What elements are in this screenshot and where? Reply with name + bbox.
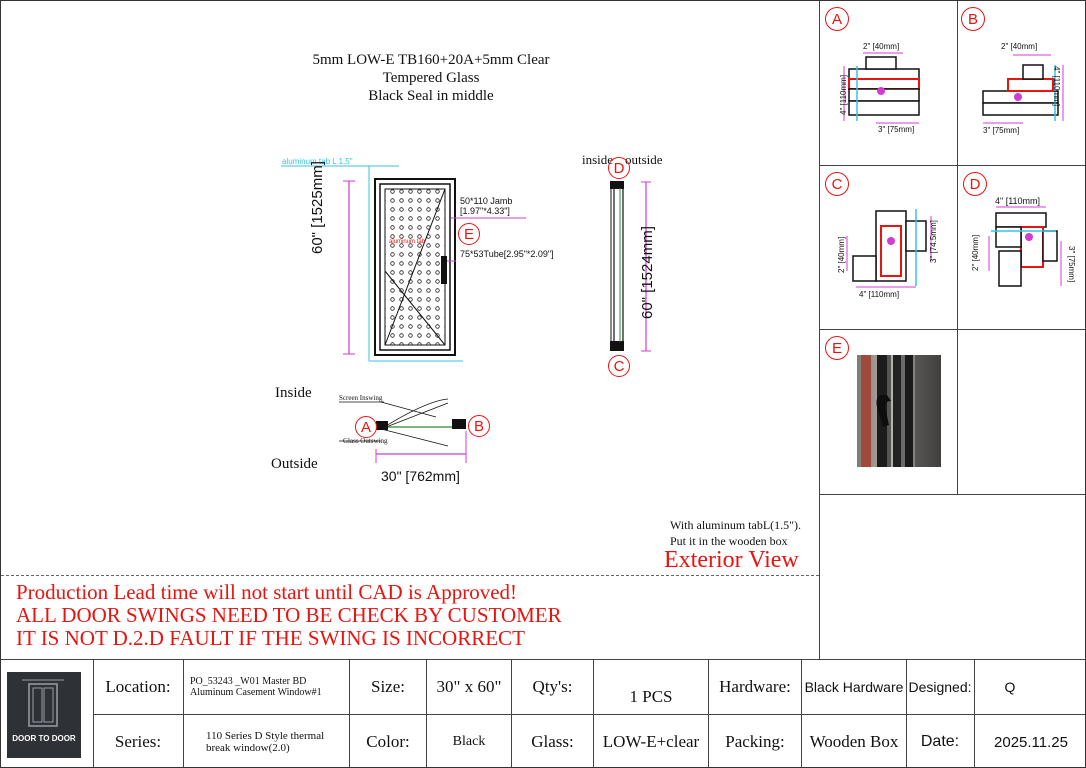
hardware-value: Black Hardware	[804, 679, 904, 695]
divider-detail-row2	[819, 329, 1086, 330]
detail-b-marker: B	[961, 7, 985, 31]
detail-d-top-dim: 4" [110mm]	[995, 196, 1041, 206]
designed-value: Q	[1004, 679, 1016, 695]
detail-a-bottom-dim: 3" [75mm]	[878, 125, 915, 134]
detail-c-left-dim: 2" [40mm]	[837, 236, 846, 273]
hardware-photo	[857, 355, 941, 467]
warning-line: IT IS NOT D.2.D FAULT IF THE SWING IS INCORRECT	[16, 626, 525, 650]
packing-label: Packing:	[725, 732, 785, 751]
divider-detail-column	[957, 1, 958, 494]
glass-spec-line2: Tempered Glass	[382, 70, 480, 86]
front-height-dim: 60" [1525mm]	[309, 161, 326, 254]
company-logo	[7, 672, 81, 758]
marker-d: D	[608, 157, 630, 179]
divider-vertical	[819, 1, 820, 659]
tube-label: 75*53Tube[2.95"*2.09"]	[460, 249, 554, 259]
detail-d-right-dim: 3" [75mm]	[1067, 246, 1076, 283]
glass-spec	[241, 51, 621, 105]
glass-spec-line3: Black Seal in middle	[368, 88, 494, 104]
glass-outswing-label: Glass Outswing	[343, 437, 388, 445]
plan-width-dim: 30" [762mm]	[381, 468, 460, 484]
warning-block	[16, 581, 562, 650]
series-value: 110 Series D Style thermal break window(2.0)	[206, 730, 325, 754]
location-value: PO_53243 _W01 Master BD Aluminum Casement Window#1	[190, 676, 322, 698]
tab-note: aluminum tab L 1.5"	[282, 157, 353, 166]
warning-line: ALL DOOR SWINGS NEED TO BE CHECK BY CUSTOMER	[16, 603, 562, 627]
side-inside-label: inside	[582, 152, 614, 167]
jamb-callout	[460, 196, 512, 216]
detail-d-left-dim: 2" [40mm]	[971, 234, 980, 271]
detail-b-bottom-dim: 3" [75mm]	[983, 126, 1020, 135]
detail-d-section	[981, 201, 1081, 296]
detail-c-right-dim: 3" [74.5mm]	[929, 220, 938, 263]
logo-text: DOOR TO DOOR	[12, 734, 76, 743]
detail-a-side-dim: 4" [110mm]	[839, 74, 848, 115]
qty-label: Qty's:	[532, 677, 573, 696]
color-value: Black	[452, 734, 486, 749]
glass-label: Glass:	[531, 732, 574, 751]
warning-line: Production Lead time will not start until CAD is Approved!	[16, 580, 518, 604]
detail-e-marker: E	[825, 336, 849, 360]
side-height-dim: 60" [1524mm]	[639, 226, 656, 319]
svg-text:aluminum tab: aluminum tab	[389, 239, 426, 245]
plan-marker-a: A	[355, 416, 377, 438]
designed-label: Designed:	[908, 679, 972, 695]
location-label: Location:	[105, 677, 171, 696]
detail-c-bottom-dim: 4" [110mm]	[859, 290, 900, 299]
glass-spec-line1: 5mm LOW-E TB160+20A+5mm Clear	[312, 52, 550, 68]
detail-b-top-dim: 2" [40mm]	[1001, 42, 1038, 51]
size-value: 30" x 60"	[436, 677, 502, 696]
side-section	[601, 176, 671, 361]
note-box: Put it in the wooden box	[670, 534, 788, 548]
color-label: Color:	[366, 732, 410, 751]
series-label: Series:	[114, 732, 162, 751]
view-title: Exterior View	[664, 547, 799, 573]
marker-c: C	[608, 355, 630, 377]
detail-a-marker: A	[825, 7, 849, 31]
screen-inswing-label: Screen Inswing	[339, 394, 383, 402]
detail-a-top-dim: 2" [40mm]	[863, 42, 900, 51]
detail-b-side-dim: 4" [110mm]	[1052, 66, 1061, 107]
divider-dashed	[1, 575, 819, 576]
size-label: Size:	[371, 677, 405, 696]
hardware-label: Hardware:	[719, 677, 791, 696]
packing-value: Wooden Box	[809, 732, 899, 751]
plan-marker-b: B	[468, 415, 490, 437]
door-logo-icon	[7, 672, 81, 732]
detail-a-section	[831, 41, 951, 151]
marker-e: E	[458, 223, 480, 245]
plan-outside-label: Outside	[271, 456, 318, 472]
jamb-label: 50*110 Jamb	[460, 196, 513, 206]
plan-inside-label: Inside	[275, 385, 312, 401]
glass-value: LOW-E+clear	[602, 732, 700, 751]
date-value: 2025.11.25	[994, 733, 1068, 751]
divider-detail-row3	[819, 494, 1086, 495]
detail-c-marker: C	[825, 172, 849, 196]
qty-value: 1 PCS	[629, 687, 673, 706]
divider-detail-row1	[819, 165, 1086, 166]
side-outside-label: outside	[625, 152, 663, 167]
date-label: Date:	[920, 733, 960, 750]
jamb-size: [1.97"*4.33"]	[460, 206, 510, 216]
detail-d-marker: D	[963, 172, 987, 196]
note-tab: With aluminum tabL(1.5").	[670, 518, 802, 532]
